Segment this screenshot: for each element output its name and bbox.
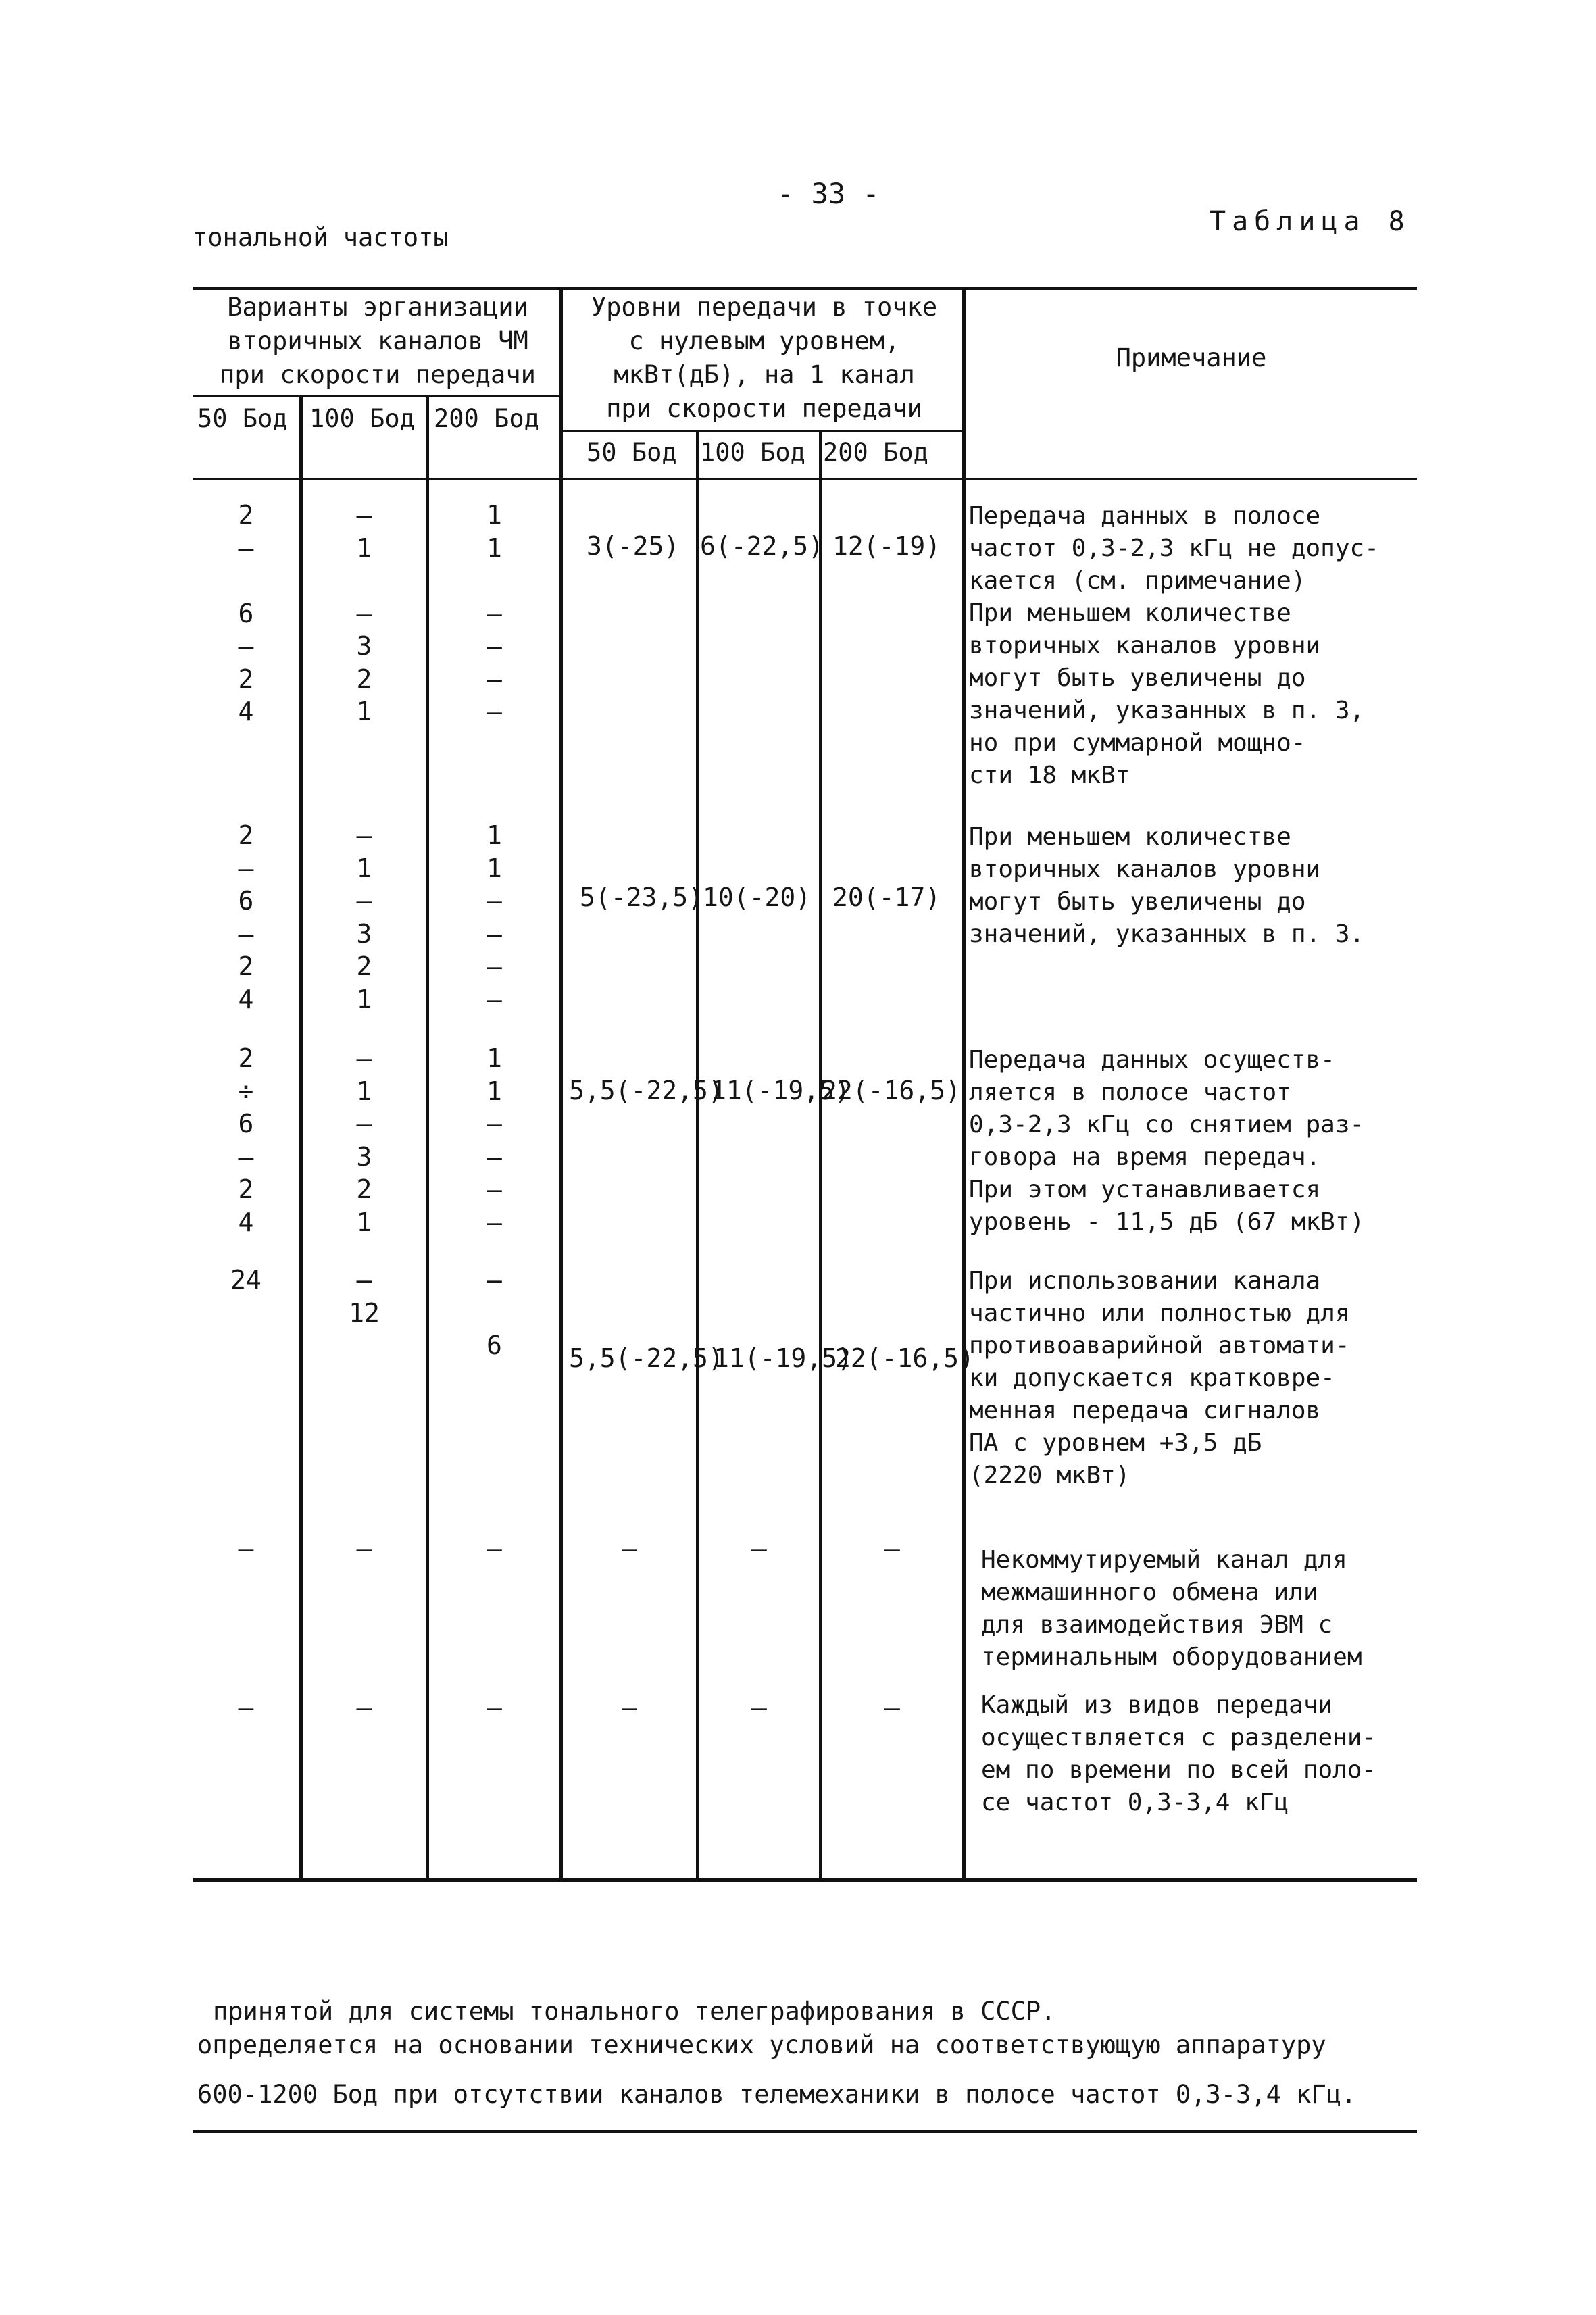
group5-var-100: –	[356, 1534, 372, 1564]
group5-var-50: –	[238, 1534, 254, 1564]
group5-note: Некоммутируемый канал для межмашинного обмена или для взаимодействия ЭВМ с терминальным оборудованием	[981, 1546, 1362, 1671]
footnote-line-1: принятой для системы тонального телеграфирования в СССР.	[213, 1997, 1056, 2026]
header-divider-levels	[563, 430, 966, 432]
header-var-200: 200 Бод	[434, 404, 539, 433]
group1-note: Передача данных в полосе частот 0,3-2,3 кГц не допус- кается (см. примечание) При меньшем количестве вторичных каналов уровни могут быть увеличены до значений, указанных в п. 3, но при суммарной мощно- сти 18 мкВт	[969, 502, 1379, 789]
page-number: - 33 -	[777, 177, 880, 210]
group4-var-50: 24	[230, 1265, 261, 1295]
group2-lvl-100: 10(-20)	[703, 882, 812, 912]
group2-lvl-200: 20(-17)	[832, 882, 941, 912]
group2-var-100: – 1 – 3 2 1	[356, 820, 372, 1014]
group1-lvl-200: 12(-19)	[832, 531, 941, 561]
group2-note: При меньшем количестве вторичных каналов уровни могут быть увеличены до значений, указанных в п. 3.	[969, 823, 1365, 948]
footer-rule	[193, 2130, 1417, 2133]
group3-lvl-200: 22(-16,5)	[822, 1076, 961, 1105]
group1-lvl-100: 6(-22,5)	[700, 531, 824, 561]
header-bottom-rule	[193, 478, 1417, 480]
group6-lvl-50: –	[622, 1693, 637, 1722]
group2-lvl-50: 5(-23,5)	[580, 882, 704, 912]
group3-note: Передача данных осуществ- ляется в полосе частот 0,3-2,3 кГц со снятием раз- говора на время передач. При этом устанавливается уровень - 11,5 дБ (67 мкВт)	[969, 1046, 1365, 1236]
group1-lvl-50: 3(-25)	[587, 531, 680, 561]
header-variants: Варианты эрганизации вторичных каналов ЧМ при скорости передачи	[220, 293, 536, 389]
group4-lvl-200: 22(-16,5)	[835, 1343, 974, 1373]
col-divider-lvl-50-100	[696, 430, 699, 1878]
table-label: Таблица 8	[1210, 206, 1411, 237]
col-divider-levels-note	[962, 287, 966, 1878]
group3-var-100: – 1 – 3 2 1	[356, 1043, 372, 1237]
group3-var-200: 1 1 – – – –	[487, 1043, 502, 1237]
col-divider-lvl-100-200	[819, 430, 822, 1878]
header-lvl-50: 50 Бод	[587, 438, 677, 467]
group6-var-50: –	[238, 1693, 254, 1722]
group4-var-200: – 6	[487, 1265, 502, 1360]
header-lvl-100: 100 Бод	[700, 438, 805, 467]
group6-lvl-200: –	[884, 1693, 900, 1722]
group4-var-100: – 12	[349, 1265, 380, 1328]
group6-lvl-100: –	[751, 1693, 767, 1722]
group1-var-50: 2 – 6 – 2 4	[238, 500, 254, 726]
group6-var-200: –	[487, 1693, 502, 1722]
group4-note: При использовании канала частично или полностью для противоаварийной автомати- ки допускается кратковре- менная передача сигналов ПА с уровнем +3,5 дБ (2220 мкВт)	[969, 1267, 1350, 1489]
group5-var-200: –	[487, 1534, 502, 1564]
group5-lvl-200: –	[884, 1534, 900, 1564]
header-var-50: 50 Бод	[197, 404, 288, 433]
group1-var-200: 1 1 – – – –	[487, 500, 502, 726]
group6-note: Каждый из видов передачи осуществляется с разделени- ем по времени по всей поло- се частот 0,3-3,4 кГц	[981, 1691, 1377, 1816]
group3-lvl-50: 5,5(-22,5)	[569, 1076, 724, 1105]
page-heading-fragment: тональной частоты	[193, 223, 449, 252]
header-note: Примечание	[1116, 343, 1267, 372]
group2-var-200: 1 1 – – – –	[487, 820, 502, 1014]
table-top-rule	[193, 287, 1417, 290]
header-levels: Уровни передачи в точке с нулевым уровнем, мкВт(дБ), на 1 канал при скорости передачи	[591, 293, 938, 423]
col-divider-variants-levels	[559, 287, 563, 1878]
table-bottom-rule	[193, 1878, 1417, 1882]
header-var-100: 100 Бод	[309, 404, 415, 433]
group6-var-100: –	[356, 1693, 372, 1722]
header-divider-variants	[193, 395, 563, 397]
group4-lvl-50: 5,5(-22,5)	[569, 1343, 724, 1373]
group5-lvl-50: –	[622, 1534, 637, 1564]
group4-lvl-100: 11(-19,5)	[714, 1343, 853, 1373]
group3-var-50: 2 ÷ 6 – 2 4	[238, 1043, 254, 1237]
footnote-line-3: 600-1200 Бод при отсутствии каналов телемеханики в полосе частот 0,3-3,4 кГц.	[197, 2080, 1357, 2109]
group5-lvl-100: –	[751, 1534, 767, 1564]
group3-lvl-100: 11(-19,5)	[711, 1076, 850, 1105]
group2-var-50: 2 – 6 – 2 4	[238, 820, 254, 1014]
header-lvl-200: 200 Бод	[823, 438, 928, 467]
group1-var-100: – 1 – 3 2 1	[356, 500, 372, 726]
footnote-line-2: определяется на основании технических условий на соответствующую аппаратуру	[197, 2031, 1326, 2060]
